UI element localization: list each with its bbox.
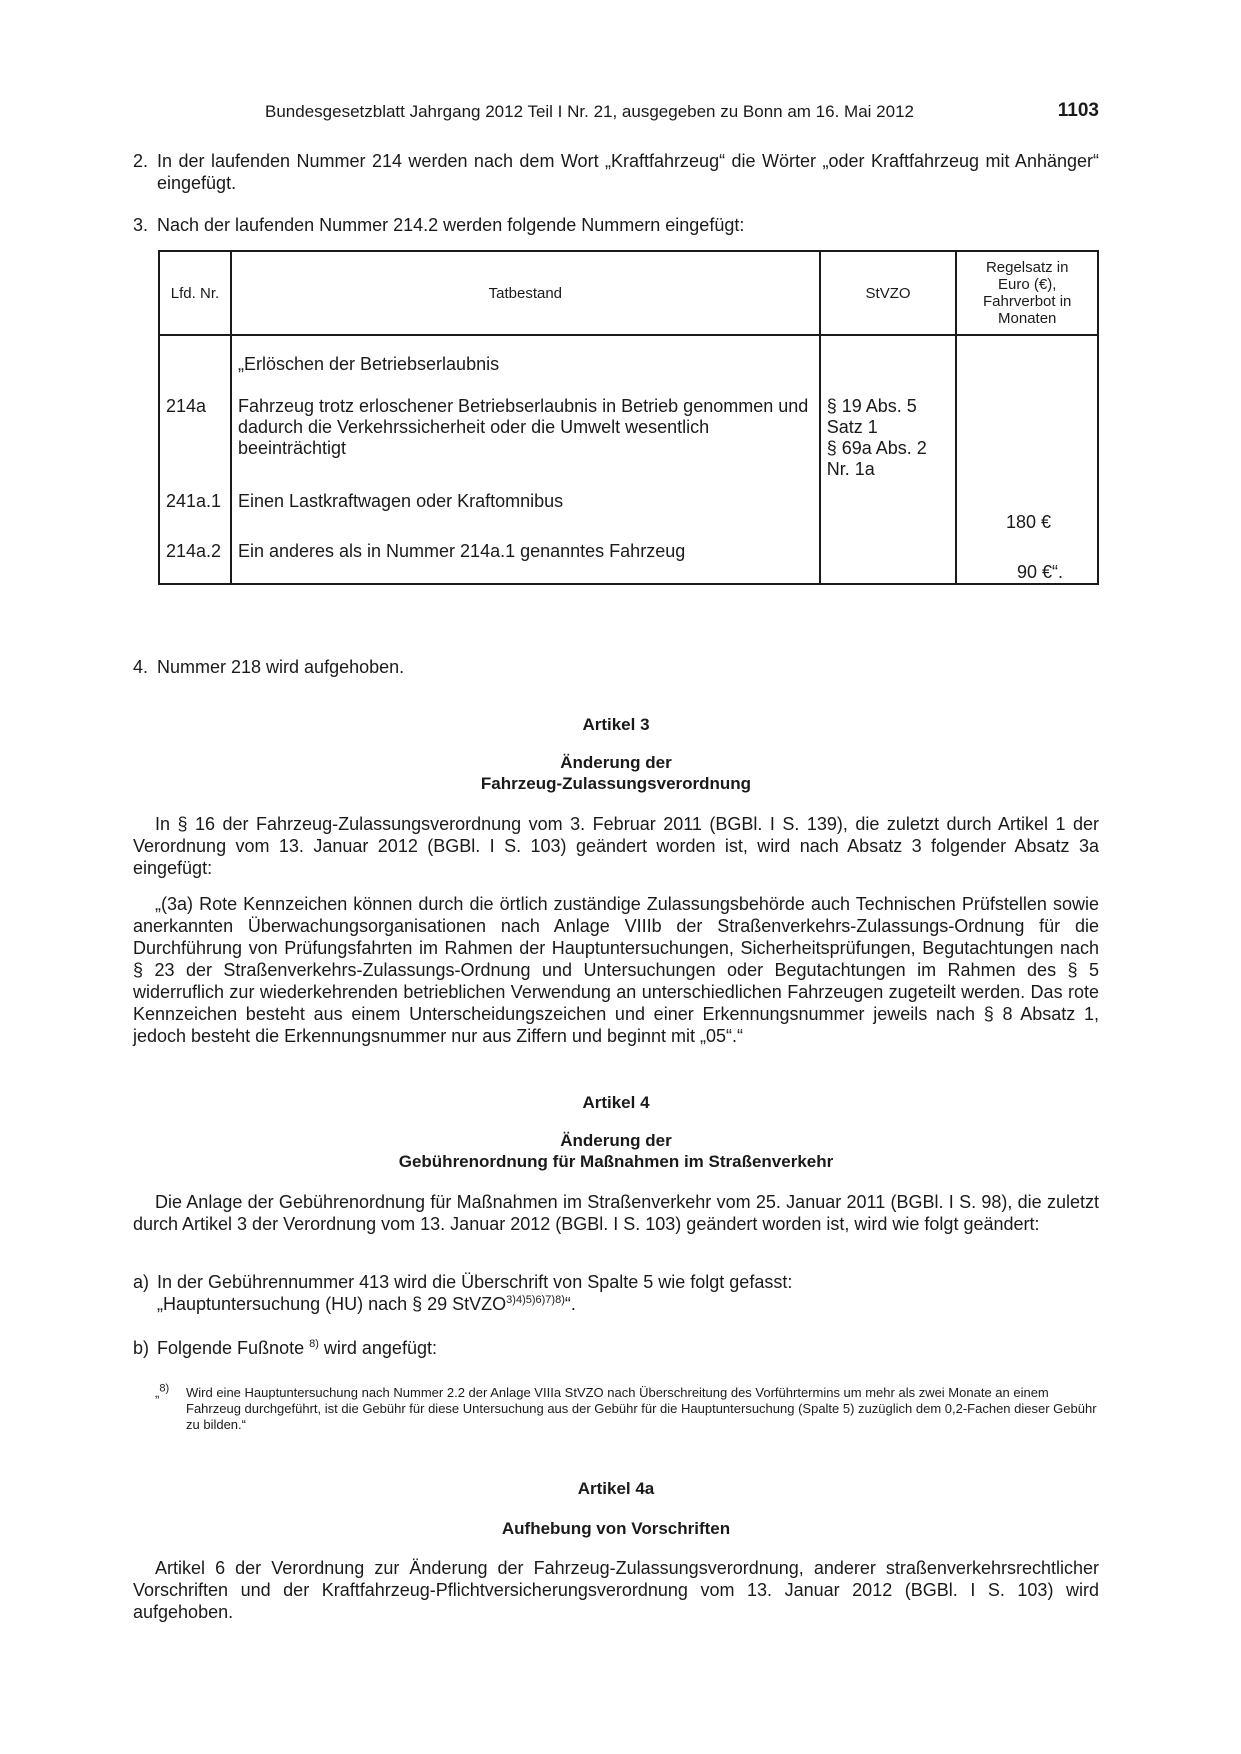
article-subtitle: Aufhebung von Vorschriften	[501, 1519, 731, 1538]
list-item	[133, 214, 1099, 236]
list-item	[133, 656, 1099, 678]
item-text: Nach der laufenden Nummer 214.2 werden folgende Nummern eingefügt:	[157, 215, 745, 235]
col-header-stvzo: StVZO	[820, 251, 957, 335]
list-item	[133, 1271, 1099, 1315]
col-header-tatbestand: Tatbestand	[231, 251, 820, 335]
list-item	[133, 150, 1099, 194]
page-number: 1103	[1057, 100, 1099, 121]
page-header	[133, 102, 1099, 126]
article-heading: Artikel 4a	[577, 1479, 655, 1498]
article-subtitle: Änderung der Fahrzeug-Zulassungsverordnung	[480, 753, 752, 793]
paragraph: Artikel 6 der Verordnung zur Änderung der Fahrzeug-Zulassungsverordnung, anderer straßenverkehrsrechtlicher Vorschriften und der Kraftfahrzeug-Pflichtversicherungsverordnung vom 13. Januar 2012 (BGBl. I S. 103) wird aufgehoben.	[133, 1558, 1099, 1622]
list-item	[133, 1337, 1099, 1359]
item-number: a)	[133, 1272, 150, 1292]
col-header-lfd-nr: Lfd. Nr.	[159, 251, 231, 335]
footnote	[155, 1382, 1099, 1433]
item-number: 2.	[133, 151, 149, 171]
paragraph: „(3a) Rote Kennzeichen können durch die örtlich zuständige Zulassungsbehörde auch Technischen Prüfstellen sowie anerkannten Überwachungsorganisationen nach Anlage VIIIb der Straßenverkehrs-Zulassungs-Ordnung für die Durchführung von Prüfungsfahrten im Rahmen der Hauptuntersuchungen, Sicherheitsprüfungen, Begutachtungen nach § 23 der Straßenverkehrs-Zulassungs-Ordnung und Untersuchungen oder Begutachtungen im Rahmen des § 5 widerruflich zur wiederkehrenden betrieblichen Verwendung an unterschiedlichen Fahrzeugen zugeteilt werden. Das rote Kennzeichen besteht aus einem Unterscheidungszeichen und einer Erkennungsnummer jeweils nach § 8 Absatz 1, jedoch besteht die Erkennungsnummer nur aus Ziffern und beginnt mit „05“.“	[133, 894, 1099, 1046]
col-header-regelsatz: Regelsatz in Euro (€), Fahrverbot in Monaten	[956, 251, 1098, 335]
cell-tatbestand: Fahrzeug trotz erloschener Betriebserlaubnis in Betrieb genommen und dadurch die Verkehrssicherheit oder die Umwelt wesentlich beeinträchtigt	[237, 396, 809, 458]
cell-regelsatz: 90 €“.	[1016, 562, 1063, 582]
table-header-row	[159, 251, 1098, 335]
fine-table	[158, 250, 1099, 585]
footnote-mark: „$^{8)}$	[155, 1382, 170, 1400]
cell-stvzo: § 69a Abs. 2 Nr. 1a	[826, 438, 927, 479]
article-subtitle: Änderung der Gebührenordnung für Maßnahmen im Straßenverkehr	[398, 1131, 834, 1171]
table-row	[159, 335, 1098, 584]
paragraph: In § 16 der Fahrzeug-Zulassungsverordnung vom 3. Februar 2011 (BGBl. I S. 139), die zuletzt durch Artikel 1 der Verordnung vom 13. Januar 2012 (BGBl. I S. 103) geändert worden ist, wird nach Absatz 3 folgender Absatz 3a eingefügt:	[133, 814, 1099, 878]
cell-nr: 241a.1	[166, 491, 222, 511]
cell-nr: 214a.2	[166, 541, 222, 561]
item-number: 4.	[133, 657, 149, 677]
item-text: Folgende Fußnote $^{8)}$ wird angefügt:	[157, 1338, 437, 1358]
cell-tatbestand: Ein anderes als in Nummer 214a.1 genanntes Fahrzeug	[237, 541, 686, 561]
header-title: Bundesgesetzblatt Jahrgang 2012 Teil I Nr. 21, ausgegeben zu Bonn am 16. Mai 2012	[265, 102, 914, 121]
cell-nr: 214a	[166, 396, 207, 416]
footnote-text: Wird eine Hauptuntersuchung nach Nummer 2.2 der Anlage VIIIa StVZO nach Überschreitung des Vorführtermins um mehr als zwei Monate an einem Fahrzeug durchgeführt, ist die Gebühr für diese Untersuchung aus der Gebühr für die Hauptuntersuchung (Spalte 5) zuzüglich dem 0,2-Fachen dieser Gebühr zu bilden.“	[186, 1385, 1097, 1432]
item-number: 3.	[133, 215, 149, 235]
item-text: Nummer 218 wird aufgehoben.	[157, 657, 405, 677]
cell-stvzo: § 19 Abs. 5 Satz 1	[826, 396, 917, 437]
item-text: In der Gebührennummer 413 wird die Überschrift von Spalte 5 wie folgt gefasst:	[157, 1272, 793, 1292]
paragraph: Die Anlage der Gebührenordnung für Maßnahmen im Straßenverkehr vom 25. Januar 2011 (BGBl. I S. 98), die zuletzt durch Artikel 3 der Verordnung vom 13. Januar 2012 (BGBl. I S. 103) geändert worden ist, wird wie folgt geändert:	[133, 1192, 1099, 1234]
article-heading: Artikel 4	[582, 1093, 650, 1112]
cell-tatbestand: Einen Lastkraftwagen oder Kraftomnibus	[237, 491, 564, 511]
table-section-title: „Erlöschen der Betriebserlaubnis	[237, 354, 500, 374]
item-text: „Hauptuntersuchung (HU) nach § 29 StVZO$^{3)4)5)6)7)8)}$“.	[157, 1294, 576, 1314]
item-text: In der laufenden Nummer 214 werden nach dem Wort „Kraftfahrzeug“ die Wörter „oder Kraftfahrzeug mit Anhänger“ eingefügt.	[157, 151, 1099, 193]
item-number: b)	[133, 1338, 150, 1358]
article-heading: Artikel 3	[582, 715, 650, 734]
cell-regelsatz: 180 €	[1005, 512, 1051, 532]
